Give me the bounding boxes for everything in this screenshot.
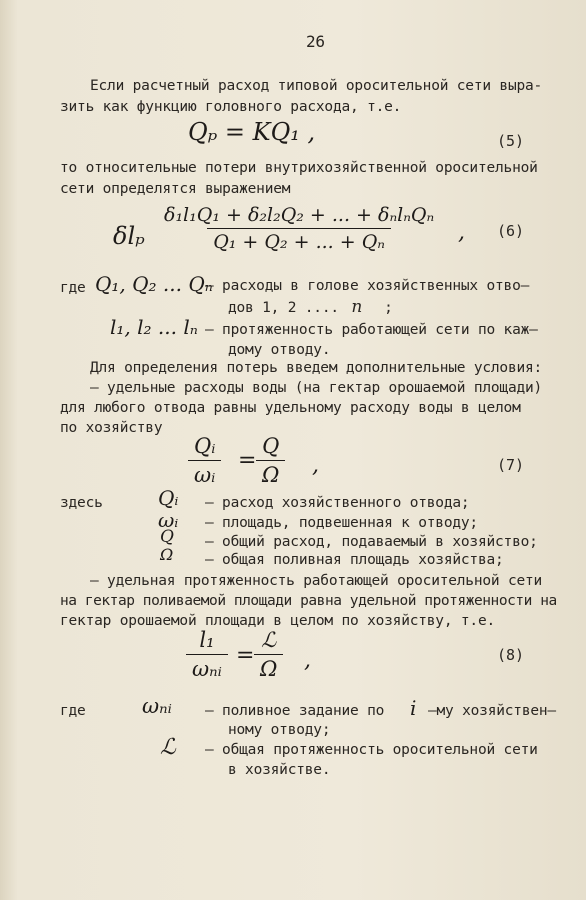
equation-6-denominator: Q₁ + Q₂ + ... + Qₙ [207,228,391,253]
where-3-symbol-script-l: ℒ [160,735,176,760]
equation-6-numerator: δ₁l₁Q₁ + δ₂l₂Q₂ + ... + δₙlₙQₙ [164,204,435,226]
equation-8-fraction-right [254,628,283,681]
equation-8-number: (8) [497,646,525,664]
where-1-desc-1-line-2 [228,297,393,317]
where-3-desc-2-line-1: – общая протяженность оросительной сети [205,742,538,758]
paragraph-3-line-4: по хозяйству [60,420,163,436]
equation-6-comma: , [458,220,465,245]
where-1-desc-1-n: n [351,297,363,317]
paragraph-4-line-3: гектар орошаемой площади в целом по хозяйству, т.е. [60,613,496,629]
equation-6-number: (6) [497,222,525,240]
equation-5-number: (5) [497,132,525,150]
where-2-symbol-2: Q [160,527,174,547]
where-2-symbol-0: Qᵢ [158,486,179,510]
where-3-desc-1-b: –му хозяйствен– [428,703,556,719]
where-1-label: где [60,280,86,296]
where-3-desc-2-line-2: в хозяйстве. [228,762,331,778]
equation-8-equals: = [236,643,255,668]
equation-7-fraction-right [256,434,285,487]
paragraph-4-line-2: на гектар поливаемой площади равна удельной протяженности на [60,593,557,609]
where-1-desc-1-text: дов 1, 2 .... [228,300,348,316]
equation-5: Qₚ = KQ₁ , [188,118,316,146]
equation-6-lhs: δlₚ [113,222,145,250]
where-2-desc-2: – общий расход, подаваемый в хозяйство; [205,534,538,550]
equation-8-den-left: ωₙᵢ [186,654,228,681]
paragraph-3-line-3: для любого отвода равны удельному расходу воды в целом [60,400,521,416]
equation-7-num-right: Q [262,434,280,458]
where-2-label: здесь [60,495,103,511]
where-1-desc-1-line-1: – расходы в голове хозяйственных отво– [205,278,530,294]
equation-7-equals: = [238,448,257,473]
where-2-desc-0: – расход хозяйственного отвода; [205,495,470,511]
equation-8-fraction-left [186,628,228,681]
paragraph-1-line-1: Если расчетный расход типовой оросительной сети выра- [90,78,543,94]
where-3-desc-1-line-2: ному отводу; [228,722,331,738]
where-2-desc-3: – общая поливная площадь хозяйства; [205,552,504,568]
paragraph-4-line-1: – удельная протяженность работающей оросительной сети [90,573,543,589]
equation-8-den-right: Ω [254,654,283,681]
paragraph-1-line-2: зить как функцию головного расхода, т.е. [60,99,402,115]
equation-7-number: (7) [497,456,525,474]
where-1-desc-1-end: ; [384,300,393,316]
equation-8-num-right: ℒ [261,628,277,652]
equation-7-comma: , [312,453,319,478]
equation-7-fraction-left [188,434,221,487]
where-1-symbol-q: Q₁, Q₂ ... Qₙ [95,272,213,296]
equation-7-den-left: ωᵢ [188,460,221,487]
where-2-symbol-3: Ω [160,545,174,564]
equation-8-num-left: l₁ [199,628,215,652]
equation-7-num-left: Qᵢ [194,434,216,458]
paragraph-2-line-1: то относительные потери внутрихозяйственной оросительной [60,160,538,176]
paragraph-3-line-1: Для определения потерь введем дополнительные условия: [90,360,543,376]
paragraph-3-line-2: – удельные расходы воды (на гектар орошаемой площади) [90,380,543,396]
equation-7-den-right: Ω [256,460,285,487]
where-3-label: где [60,703,86,719]
equation-6-fraction [158,204,440,253]
where-3-desc-1-i: i [410,696,417,720]
paragraph-2-line-2: сети определятся выражением [60,181,291,197]
where-2-desc-1: – площадь, подвешенная к отводу; [205,515,478,531]
where-1-symbol-l: l₁, l₂ ... lₙ [110,315,198,339]
where-3-symbol-omega: ωₙᵢ [142,694,172,718]
where-2-symbol-1: ωᵢ [158,508,179,532]
page-number: 26 [306,32,325,51]
where-1-desc-2-line-2: дому отводу. [228,342,331,358]
equation-8-comma: , [304,648,311,673]
where-1-desc-2-line-1: – протяженность работающей сети по каж– [205,322,538,338]
where-3-desc-1-a: – поливное задание по [205,703,385,719]
